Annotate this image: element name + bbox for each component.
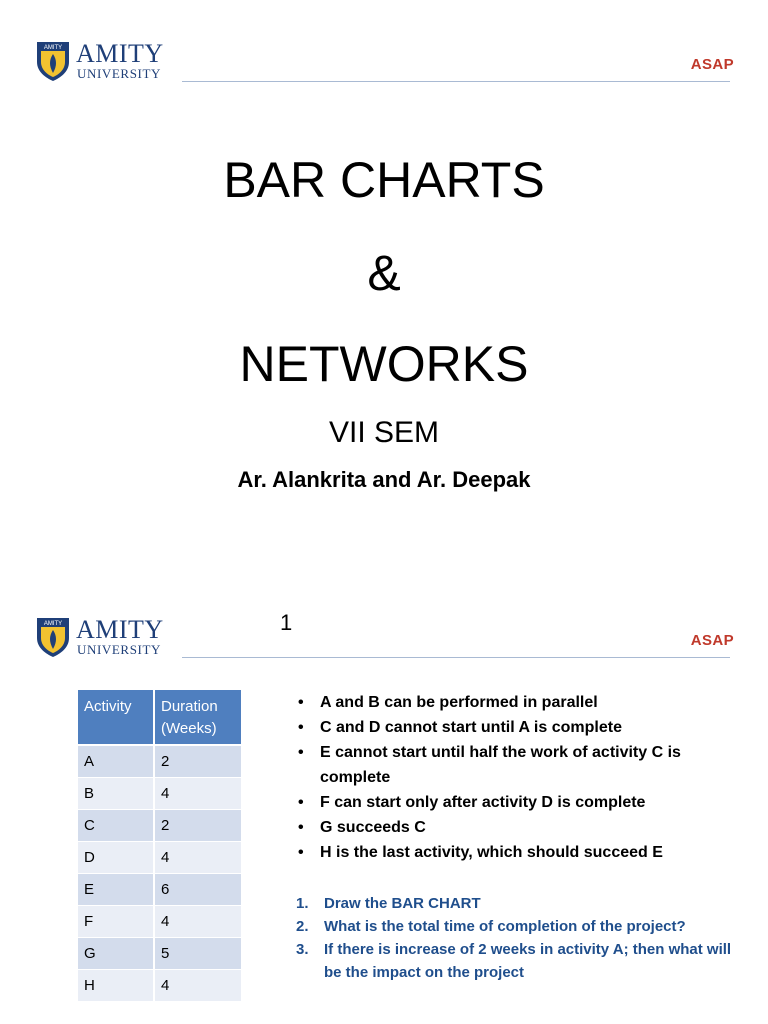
duration-cell: 4 bbox=[154, 778, 242, 810]
duration-cell: 2 bbox=[154, 810, 242, 842]
question-text: If there is increase of 2 weeks in activity A; then what will be the impact on the project bbox=[324, 941, 732, 981]
table-row bbox=[78, 938, 242, 970]
activity-cell: E bbox=[78, 874, 154, 906]
list-item bbox=[296, 892, 736, 915]
duration-cell: 5 bbox=[154, 938, 242, 970]
logo-name: AMITY bbox=[76, 39, 164, 68]
page-number: 1 bbox=[280, 610, 293, 635]
bullet-icon: • bbox=[298, 744, 304, 761]
table-row bbox=[78, 970, 242, 1002]
bullet-icon: • bbox=[298, 819, 304, 836]
question-number: 3. bbox=[296, 941, 309, 958]
question-text: What is the total time of completion of the project? bbox=[324, 918, 686, 935]
constraint-text: H is the last activity, which should succeed E bbox=[320, 844, 663, 861]
logo-name: AMITY bbox=[76, 615, 164, 644]
constraint-text: E cannot start until half the work of activity C is complete bbox=[320, 744, 681, 786]
asap-badge: ASAP bbox=[690, 632, 734, 649]
column-header-activity: Activity bbox=[78, 690, 154, 745]
title-line-2: & bbox=[367, 245, 401, 301]
duration-cell: 4 bbox=[154, 970, 242, 1002]
shield-icon bbox=[36, 40, 70, 82]
activity-cell: H bbox=[78, 970, 154, 1002]
constraint-text: F can start only after activity D is complete bbox=[320, 794, 646, 811]
table-row bbox=[78, 810, 242, 842]
activity-cell: B bbox=[78, 778, 154, 810]
bullet-icon: • bbox=[298, 794, 304, 811]
question-text: Draw the BAR CHART bbox=[324, 895, 481, 912]
table-row bbox=[78, 874, 242, 906]
list-item bbox=[298, 715, 738, 740]
column-header-duration: Duration (Weeks) bbox=[154, 690, 242, 745]
table-header-row bbox=[78, 690, 242, 745]
asap-badge: ASAP bbox=[690, 56, 734, 73]
header-divider bbox=[182, 657, 730, 658]
table-row bbox=[78, 906, 242, 938]
list-item bbox=[298, 840, 738, 865]
header-divider bbox=[182, 81, 730, 82]
constraints-list bbox=[298, 690, 738, 865]
table-row bbox=[78, 842, 242, 874]
bullet-icon: • bbox=[298, 719, 304, 736]
list-item bbox=[296, 938, 736, 984]
table-row bbox=[78, 778, 242, 810]
duration-cell: 6 bbox=[154, 874, 242, 906]
activity-table bbox=[78, 690, 243, 1002]
duration-cell: 2 bbox=[154, 745, 242, 778]
constraint-text: C and D cannot start until A is complete bbox=[320, 719, 622, 736]
constraint-text: G succeeds C bbox=[320, 819, 426, 836]
activity-cell: F bbox=[78, 906, 154, 938]
duration-cell: 4 bbox=[154, 842, 242, 874]
list-item bbox=[296, 915, 736, 938]
shield-icon bbox=[36, 616, 70, 658]
constraint-text: A and B can be performed in parallel bbox=[320, 694, 598, 711]
logo-subtitle: UNIVERSITY bbox=[77, 66, 161, 81]
amity-logo bbox=[36, 616, 170, 664]
svg-text:AMITY: AMITY bbox=[43, 45, 63, 51]
bullet-icon: • bbox=[298, 844, 304, 861]
logo-subtitle: UNIVERSITY bbox=[77, 642, 161, 657]
list-item bbox=[298, 790, 738, 815]
duration-cell: 4 bbox=[154, 906, 242, 938]
title-line-1: BAR CHARTS bbox=[223, 152, 545, 208]
list-item bbox=[298, 690, 738, 715]
activity-cell: G bbox=[78, 938, 154, 970]
question-number: 1. bbox=[296, 895, 309, 912]
title-line-3: NETWORKS bbox=[239, 336, 529, 392]
authors-label: Ar. Alankrita and Ar. Deepak bbox=[237, 467, 531, 492]
table-row bbox=[78, 745, 242, 778]
svg-text:AMITY: AMITY bbox=[43, 621, 63, 627]
list-item bbox=[298, 740, 738, 790]
questions-list bbox=[296, 892, 736, 984]
problem-slide bbox=[0, 576, 768, 1024]
activity-cell: C bbox=[78, 810, 154, 842]
semester-label: VII SEM bbox=[328, 416, 440, 449]
list-item bbox=[298, 815, 738, 840]
amity-logo bbox=[36, 40, 170, 88]
activity-cell: D bbox=[78, 842, 154, 874]
activity-cell: A bbox=[78, 745, 154, 778]
bullet-icon: • bbox=[298, 694, 304, 711]
question-number: 2. bbox=[296, 918, 309, 935]
